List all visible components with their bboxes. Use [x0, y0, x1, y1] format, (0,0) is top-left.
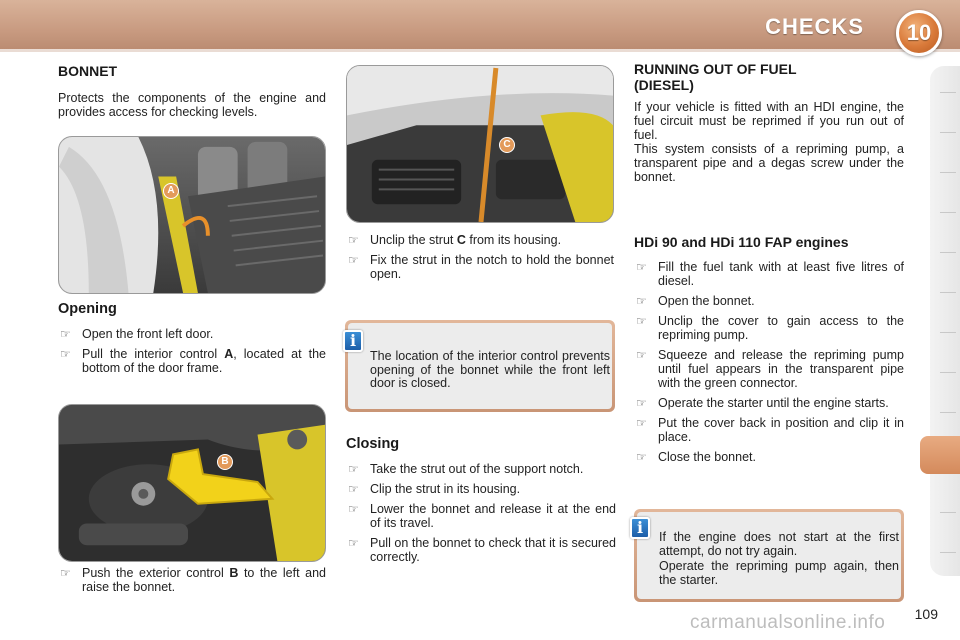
pointing-hand-icon: ☞ — [348, 482, 359, 496]
active-chapter-tab[interactable] — [920, 436, 960, 474]
opening-step: ☞ Open the front left door. — [60, 327, 214, 341]
pointing-hand-icon: ☞ — [636, 260, 647, 274]
pointing-hand-icon: ☞ — [60, 566, 71, 580]
info-icon: i — [630, 517, 650, 539]
photo-label-b: B — [217, 454, 233, 470]
info-text-line2: Operate the repriming pump again, then the starter. — [659, 559, 899, 587]
photo-label-a: A — [163, 183, 179, 199]
hdi-step: ☞ Operate the starter until the engine starts. — [636, 396, 889, 410]
opening-steps — [58, 327, 326, 381]
info-box-interior-control — [345, 320, 615, 412]
info-text: The location of the interior control prevents opening of the bonnet while the front left door is closed. — [370, 349, 610, 390]
bonnet-strut-photo — [346, 65, 614, 223]
pointing-hand-icon: ☞ — [636, 314, 647, 328]
pointing-hand-icon: ☞ — [60, 327, 71, 341]
closing-title: Closing — [346, 436, 400, 452]
pointing-hand-icon: ☞ — [636, 450, 647, 464]
closing-step: ☞ Take the strut out of the support notch. — [348, 462, 584, 476]
pointing-hand-icon: ☞ — [348, 536, 359, 550]
pointing-hand-icon: ☞ — [348, 253, 359, 267]
strut-step: ☞ Unclip the strut C from its housing. — [348, 233, 562, 247]
pointing-hand-icon: ☞ — [348, 233, 359, 247]
hdi-steps — [634, 260, 904, 470]
chapter-title: CHECKS — [765, 14, 864, 39]
chapter-number: 10 — [906, 20, 932, 45]
closing-step: ☞ Clip the strut in its housing. — [348, 482, 521, 496]
closing-step: ☞ Pull on the bonnet to check that it is secured correctly. — [348, 536, 616, 564]
bonnet-title: BONNET — [58, 63, 118, 79]
running-out-para2: This system consists of a repriming pump, a transparent pipe and a degas screw under the bonnet. — [634, 142, 904, 184]
hdi-step: ☞ Squeeze and release the repriming pump until fuel appears in the transparent pipe with the green connector. — [636, 348, 904, 390]
running-out-para1: If your vehicle is fitted with an HDI engine, the fuel circuit must be reprimed if you run out of fuel. — [634, 100, 904, 142]
photo-label-c: C — [499, 137, 515, 153]
opening-title: Opening — [58, 301, 117, 317]
exterior-latch-photo — [58, 404, 326, 562]
opening-step: ☞ Pull the interior control A, located at the bottom of the door frame. — [60, 347, 326, 375]
pointing-hand-icon: ☞ — [348, 462, 359, 476]
closing-steps — [346, 462, 616, 570]
running-out-title: RUNNING OUT OF FUEL (DIESEL) — [634, 61, 797, 93]
pointing-hand-icon: ☞ — [60, 347, 71, 361]
pointing-hand-icon: ☞ — [636, 348, 647, 362]
pointing-hand-icon: ☞ — [636, 396, 647, 410]
hdi-step: ☞ Close the bonnet. — [636, 450, 756, 464]
chapter-tab-strip — [930, 66, 960, 576]
hdi-step: ☞ Open the bonnet. — [636, 294, 755, 308]
info-icon: i — [343, 330, 363, 352]
info-box-repriming — [634, 509, 904, 602]
chapter-number-badge — [896, 10, 942, 56]
opening-step: ☞ Push the exterior control B to the left and raise the bonnet. — [60, 566, 326, 594]
page-number: 109 — [914, 606, 938, 622]
exterior-step — [58, 566, 326, 600]
closing-step: ☞ Lower the bonnet and release it at the end of its travel. — [348, 502, 616, 530]
hdi-step: ☞ Unclip the cover to gain access to the repriming pump. — [636, 314, 904, 342]
pointing-hand-icon: ☞ — [636, 416, 647, 430]
pedal-area-photo — [58, 136, 326, 294]
info-text-line1: If the engine does not start at the first attempt, do not try again. — [659, 530, 899, 558]
bonnet-intro: Protects the components of the engine and provides access for checking levels. — [58, 91, 326, 119]
pointing-hand-icon: ☞ — [348, 502, 359, 516]
strut-step: ☞ Fix the strut in the notch to hold the bonnet open. — [348, 253, 614, 281]
hdi-title: HDi 90 and HDi 110 FAP engines — [634, 234, 849, 250]
watermark: carmanualsonline.info — [690, 612, 886, 633]
pointing-hand-icon: ☞ — [636, 294, 647, 308]
hdi-step: ☞ Fill the fuel tank with at least five litres of diesel. — [636, 260, 904, 288]
strut-steps — [346, 233, 614, 287]
hdi-step: ☞ Put the cover back in position and clip it in place. — [636, 416, 904, 444]
